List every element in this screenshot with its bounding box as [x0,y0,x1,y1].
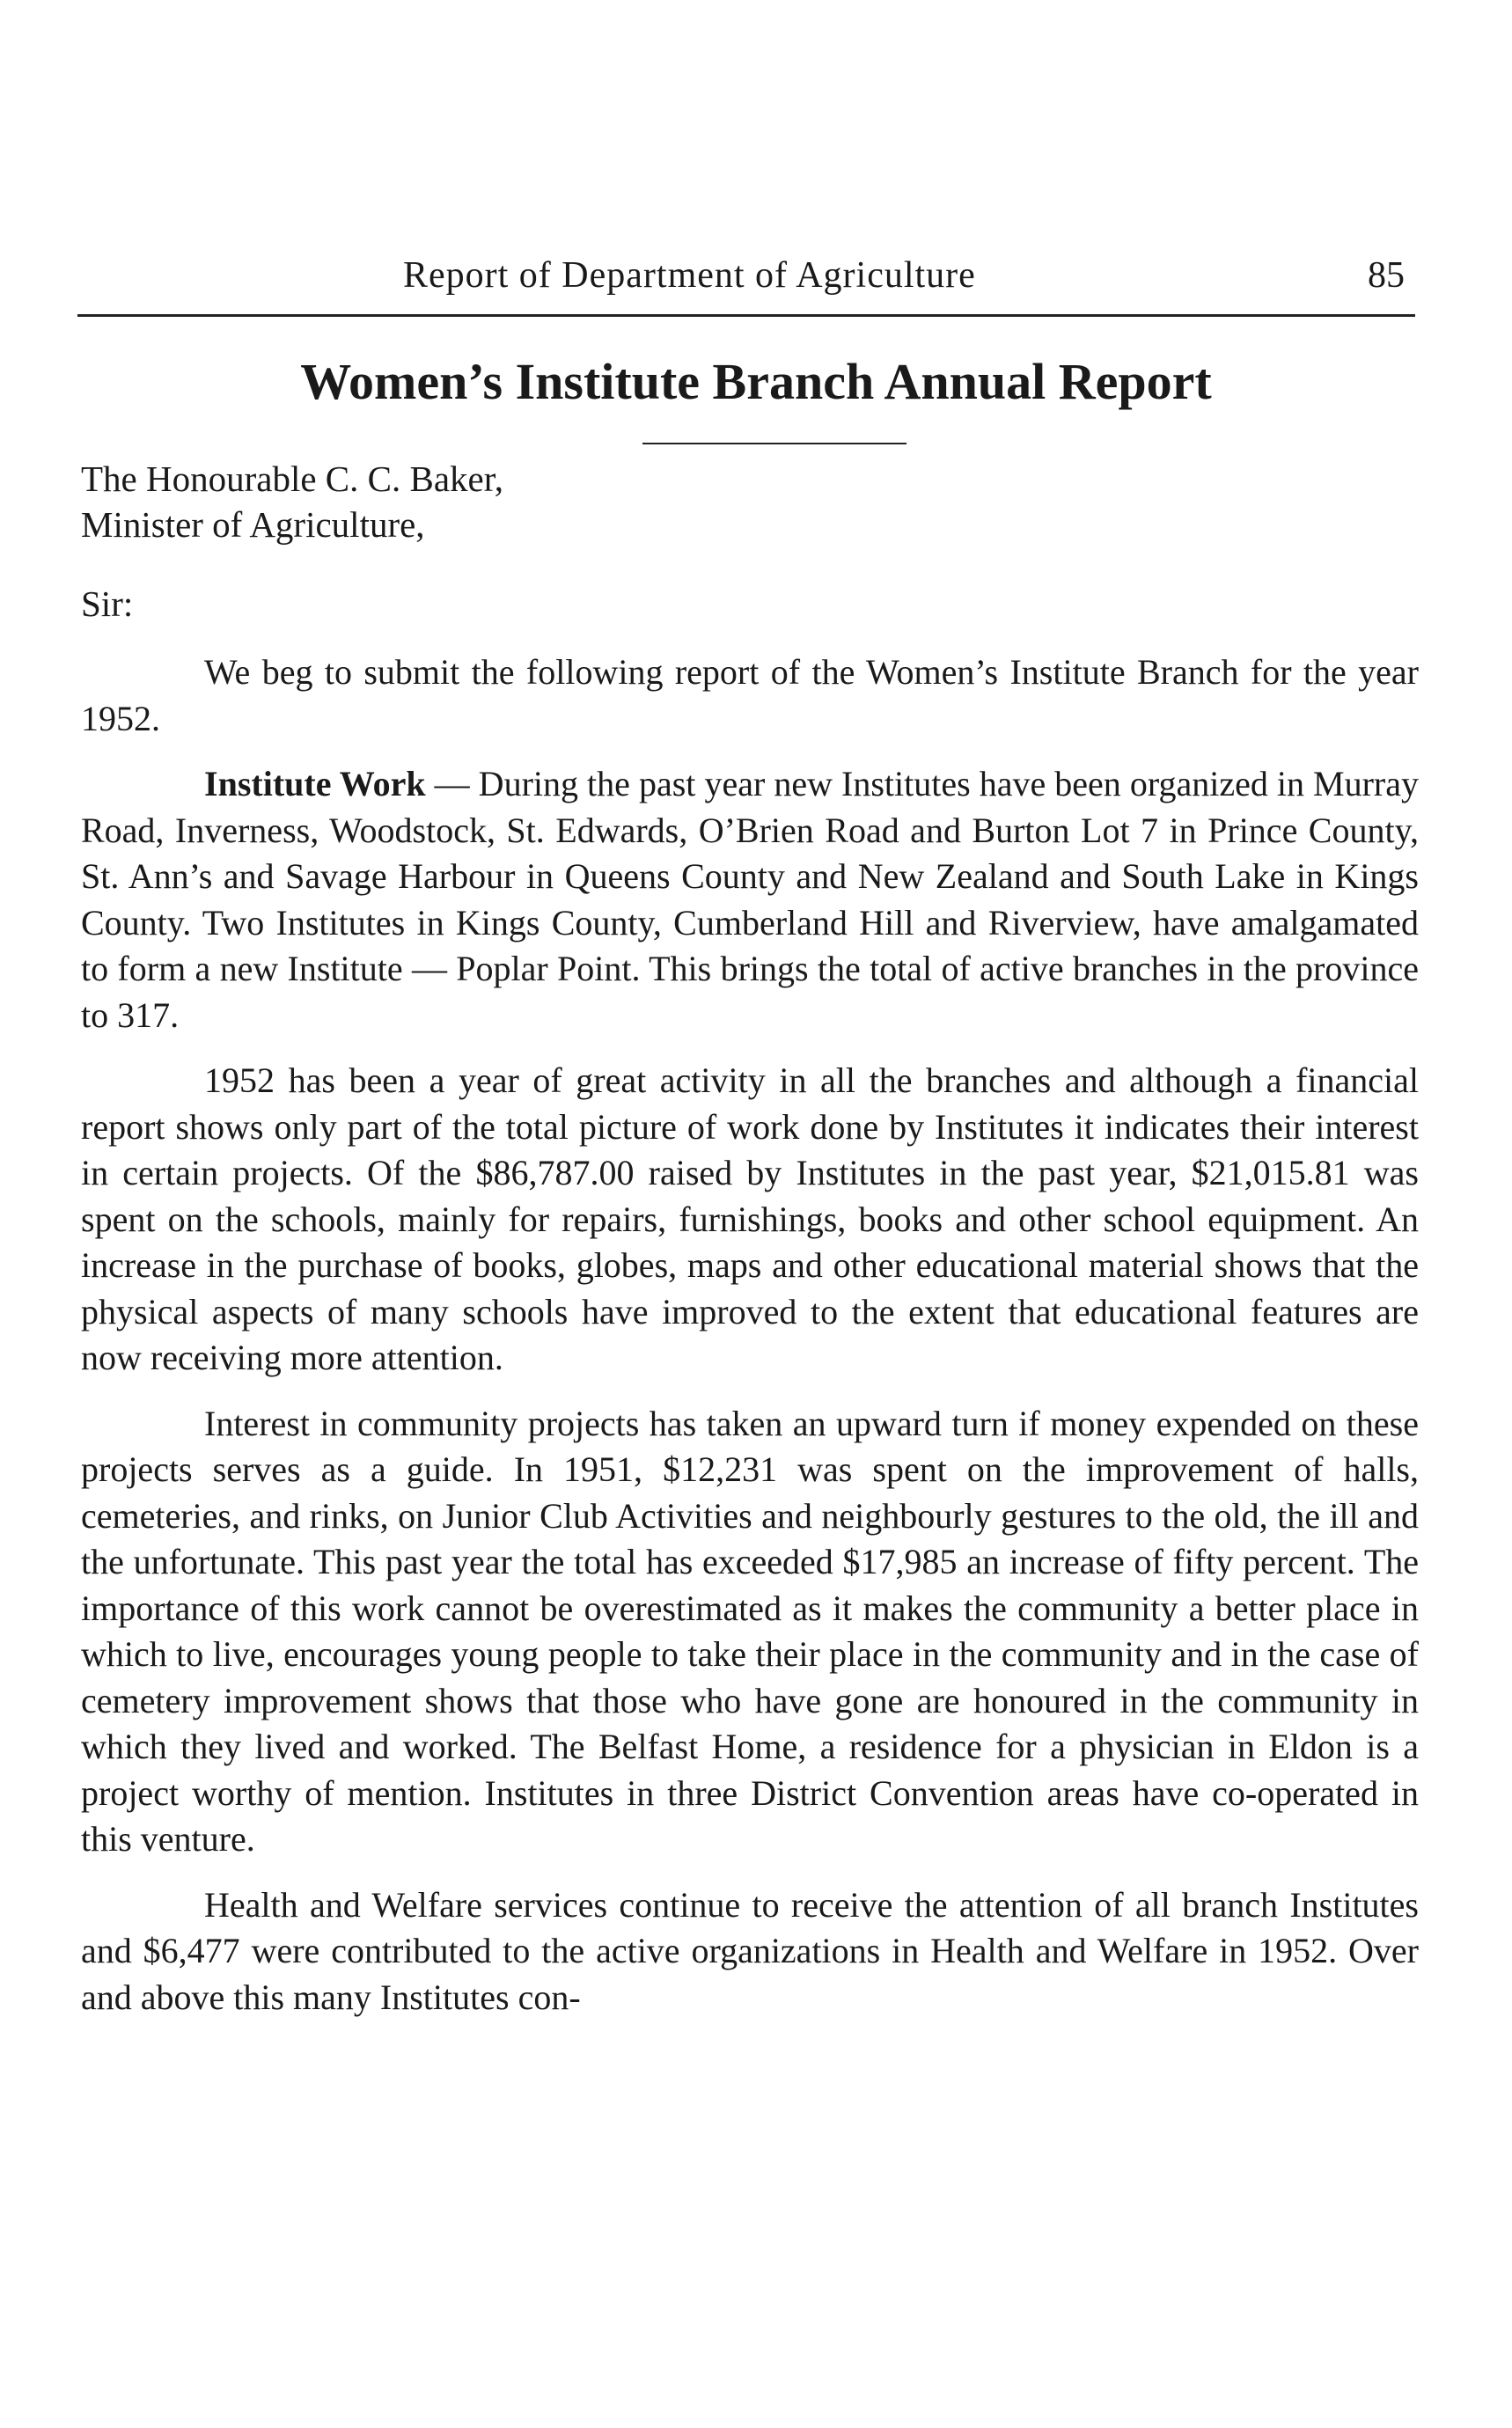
paragraph-intro: We beg to submit the following report of the Women’s Institute Branch for the year 1952. [81,652,1419,738]
salutation: Sir: [81,583,134,624]
running-header [77,248,1415,303]
page-number: 85 [1368,255,1405,296]
title-rule [642,443,906,444]
running-title: Report of Department of Agriculture [403,255,976,296]
addressee-block [81,456,503,547]
run-in-heading: Institute Work [204,764,426,803]
paragraph-activity: 1952 has been a year of great activity in all the branches and although a financial report shows only part of the total picture of work done by Institutes it indicates their interest in certain projects. Of the $86,787.00 raised by Institutes in the past year, $21,015.81 was spent on the schools, mainly for repairs, furnishings, books and other school equipment. An increase in the purchase of books, globes, maps and other educational material shows that the physical aspects of many schools have improved to the extent that educational features are now receiving more attention. [81,1060,1419,1377]
paragraph-institute-work [81,761,1419,1038]
header-rule [77,314,1415,317]
paragraph-health-welfare: Health and Welfare services continue to receive the attention of all branch Institutes and $6,477 were contributed to the active organizations in Health and Welfare in 1952. Over and above this many Institutes con- [81,1884,1419,2017]
report-title: Women’s Institute Branch Annual Report [300,353,1212,410]
paragraph-institute-work-text: — During the past year new Institutes have been organized in Murray Road, Inverness, Woodstock, St. Edwards, O’Brien Road and Burton Lot 7 in Prince County, St. Ann’s and Savage Harbour in Queens County and New Zealand and South Lake in Kings County. Two Institutes in Kings County, Cumberland Hill and Riverview, have amalgamated to form a new Institute — Poplar Point. This brings the total of active branches in the province to 317. [81,764,1419,1035]
report-body [81,649,1419,2040]
addressee-name: The Honourable C. C. Baker, [81,458,503,499]
addressee-office: Minister of Agriculture, [81,504,425,545]
paragraph-community-projects: Interest in community projects has taken an upward turn if money expended on these projects serves as a guide. In 1951, $12,231 was spent on the improvement of halls, cemeteries, and rinks, on Junior Club Activities and neighbourly gestures to the old, the ill and the unfortunate. This past year the total has exceeded $17,985 an increase of fifty percent. The importance of this work cannot be overestimated as it makes the community a better place in which to live, encourages young people to take their place in the community and in the case of cemetery improvement shows that those who have gone are honoured in the community in which they lived and worked. The Belfast Home, a residence for a physician in Eldon is a project worthy of mention. Institutes in three District Convention areas have co-operated in this venture. [81,1403,1419,1859]
